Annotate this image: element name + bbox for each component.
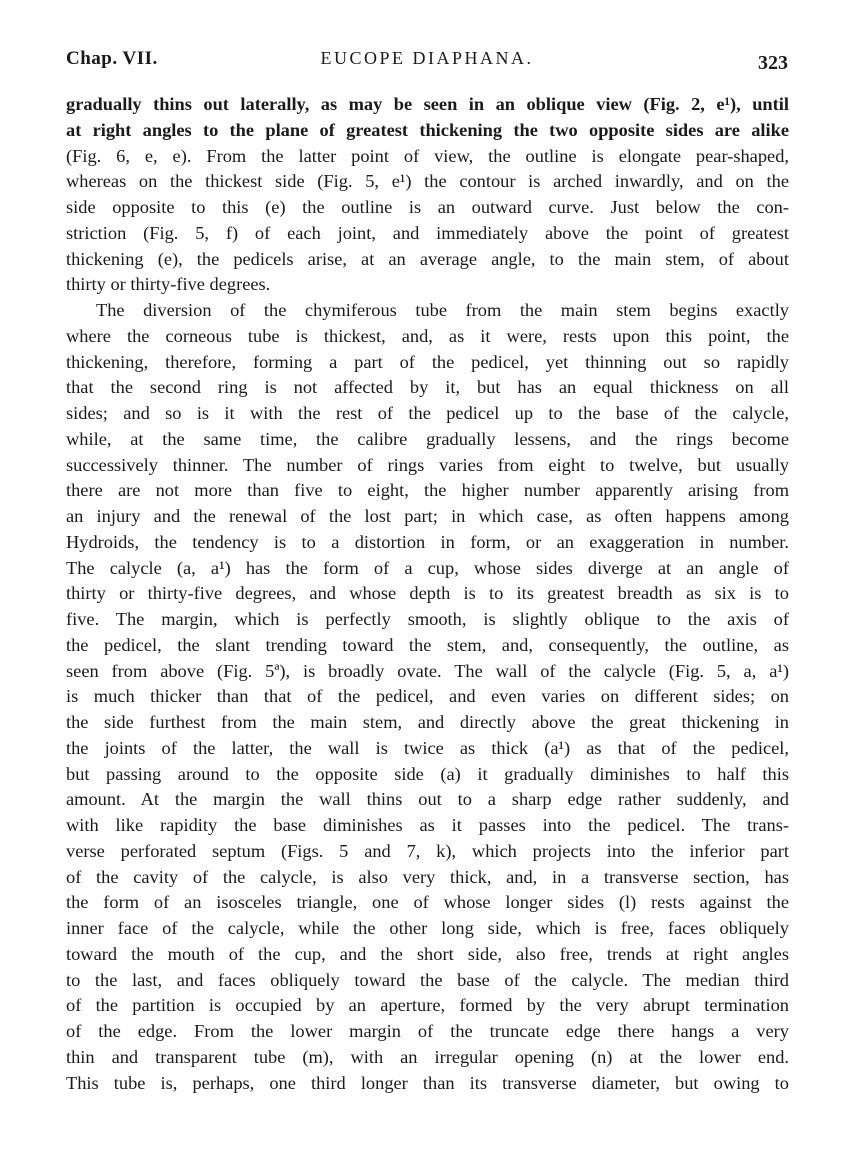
text-line: (Fig. 6, e, e). From the latter point of view, the outline is elongate pear-shaped, [66, 145, 789, 166]
text-line: toward the mouth of the cup, and the short side, also free, trends at right angles [66, 943, 789, 964]
text-line: This tube is, perhaps, one third longer than its transverse diameter, but owing to [66, 1072, 789, 1093]
text-line: while, at the same time, the calibre gradually lessens, and the rings become [66, 428, 789, 449]
text-line: where the corneous tube is thickest, and, as it were, rests upon this point, the [66, 325, 789, 346]
text-line: is much thicker than that of the pedicel, and even varies on different sides; on [66, 686, 789, 707]
text-line: the pedicel, the slant trending toward the stem, and, consequently, the outline, as [66, 634, 789, 655]
text-line: the joints of the latter, the wall is twice as thick (a¹) as that of the pedicel, [66, 737, 789, 758]
text-line: gradually thins out laterally, as may be seen in an oblique view (Fig. 2, e¹), until [66, 94, 789, 114]
text-line: Hydroids, the tendency is to a distortion in form, or an exaggeration in number. [66, 531, 789, 552]
text-line: successively thinner. The number of rings varies from eight to twelve, but usually [66, 454, 789, 475]
running-header [66, 48, 788, 76]
page-number: 323 [758, 52, 788, 74]
text-line: of the edge. From the lower margin of the truncate edge there hangs a very [66, 1021, 789, 1041]
text-line: the form of an isosceles triangle, one of whose longer sides (l) rests against the [66, 892, 789, 913]
text-line: verse perforated septum (Figs. 5 and 7, k), which projects into the inferior part [66, 840, 789, 861]
text-line: thirty or thirty-five degrees. [66, 274, 271, 295]
text-line: The calycle (a, a¹) has the form of a cup, whose sides diverge at an angle of [66, 557, 789, 578]
text-line: striction (Fig. 5, f) of each joint, and immediately above the point of greatest [66, 222, 789, 243]
text-line: thickening, therefore, forming a part of the pedicel, yet thinning out so rapidly [66, 351, 789, 372]
text-line: inner face of the calycle, while the other long side, which is free, faces obliquely [66, 918, 789, 938]
text-line: there are not more than five to eight, the higher number apparently arising from [66, 480, 789, 501]
text-line: but passing around to the opposite side (a) it gradually diminishes to half this [66, 763, 789, 784]
text-line: of the partition is occupied by an aperture, formed by the very abrupt termination [66, 995, 789, 1016]
text-line: side opposite to this (e) the outline is an outward curve. Just below the con- [66, 197, 789, 217]
text-line: the side furthest from the main stem, and directly above the great thickening in [66, 712, 789, 732]
text-line: that the second ring is not affected by it, but has an equal thickness on all [66, 377, 789, 398]
text-line: thirty or thirty-five degrees, and whose depth is to its greatest breadth as six is to [66, 583, 789, 604]
body-text [66, 92, 789, 1096]
running-title: EUCOPE DIAPHANA. [320, 48, 534, 68]
text-line: thin and transparent tube (m), with an irregular opening (n) at the lower end. [66, 1046, 789, 1067]
text-line: thickening (e), the pedicels arise, at an average angle, to the main stem, of about [66, 248, 789, 269]
text-line: of the cavity of the calycle, is also very thick, and, in a transverse section, has [66, 866, 789, 887]
text-line: to the last, and faces obliquely toward the base of the calycle. The median third [66, 969, 789, 990]
text-line: whereas on the thickest side (Fig. 5, e¹) the contour is arched inwardly, and on the [66, 171, 789, 192]
text-line: an injury and the renewal of the lost part; in which case, as often happens among [66, 506, 789, 526]
text-line: at right angles to the plane of greatest thickening the two opposite sides are alike [66, 119, 789, 140]
text-line: with like rapidity the base diminishes as it passes into the pedicel. The trans- [66, 815, 789, 835]
text-line: The diversion of the chymiferous tube from the main stem begins exactly [96, 300, 789, 320]
text-line: sides; and so is it with the rest of the pedicel up to the base of the calycle, [66, 403, 789, 423]
chapter-label: Chap. VII. [66, 48, 158, 69]
text-line: amount. At the margin the wall thins out to a sharp edge rather suddenly, and [66, 789, 789, 810]
text-line: five. The margin, which is perfectly smooth, is slightly oblique to the axis of [66, 609, 789, 629]
text-line: seen from above (Fig. 5ª), is broadly ovate. The wall of the calycle (Fig. 5, a, a¹) [66, 660, 789, 681]
